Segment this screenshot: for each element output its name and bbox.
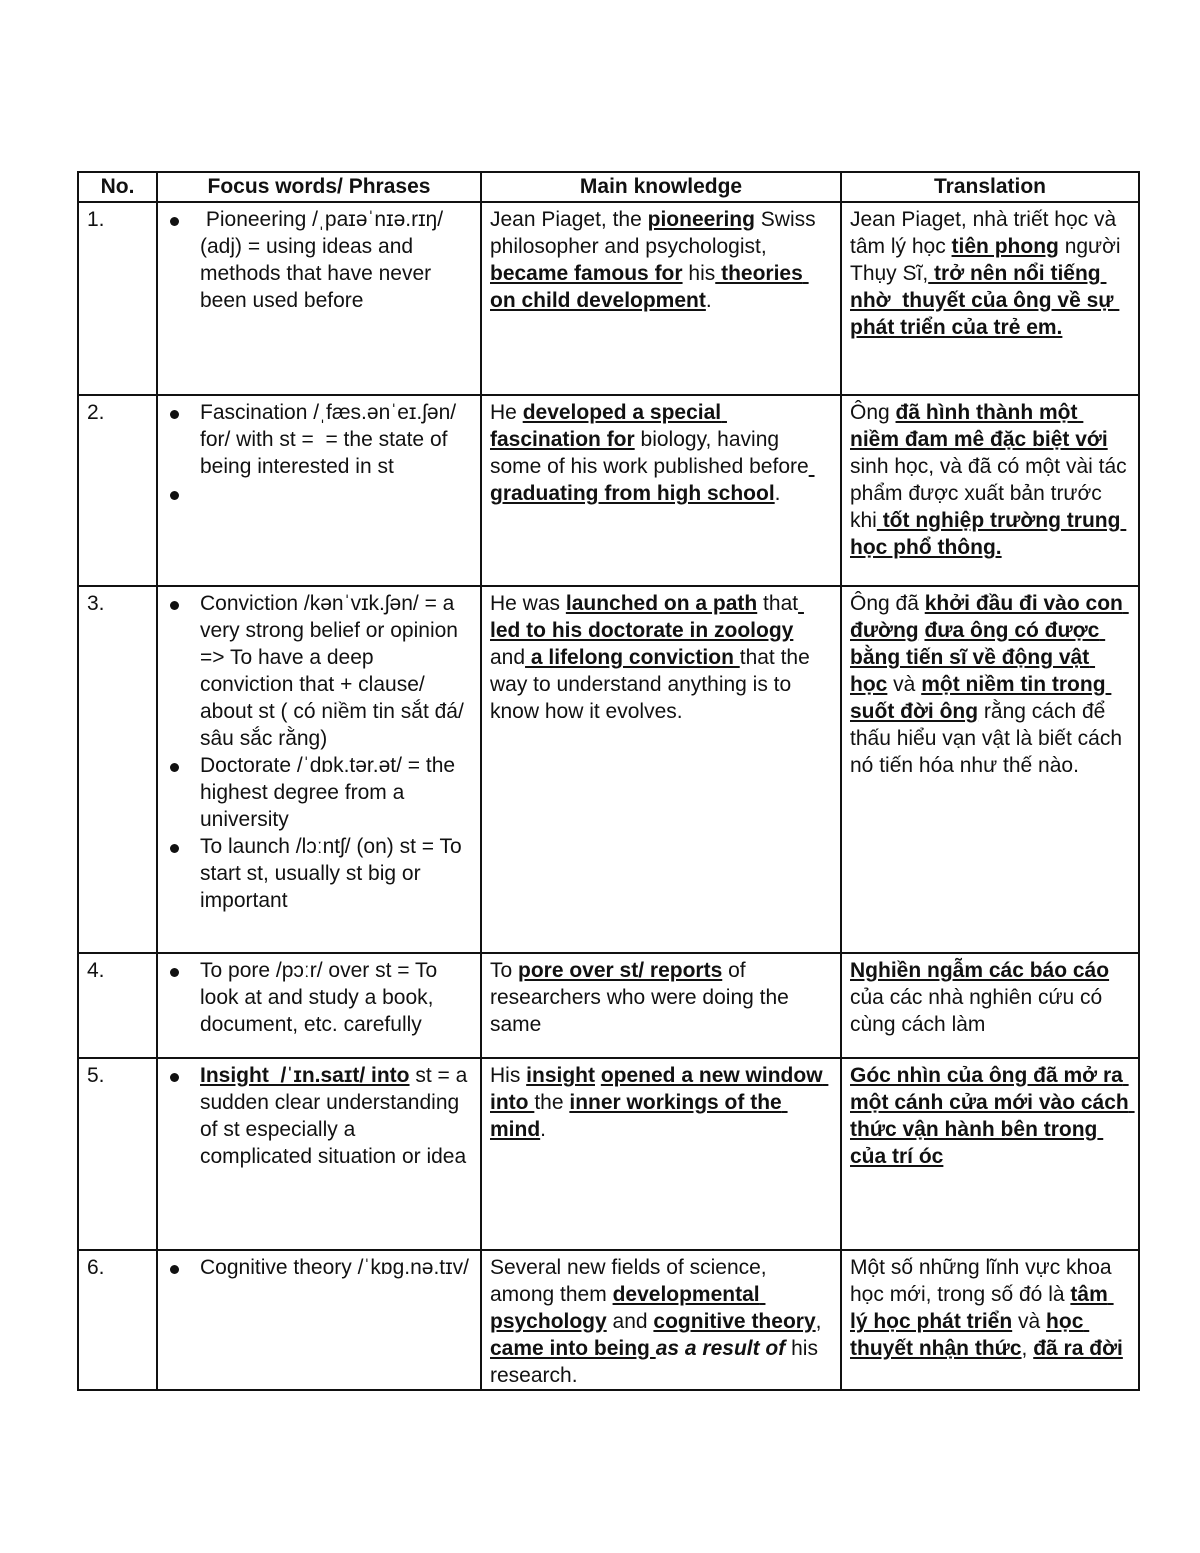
text-segment: a lifelong conviction	[525, 646, 740, 669]
row-number: 6.	[78, 1250, 157, 1390]
row-number: 1.	[78, 202, 157, 395]
text-segment: launched on a path	[565, 592, 758, 615]
text-segment: khởi đầu đi vào con đường	[850, 592, 1129, 642]
translation-cell	[841, 1250, 1139, 1390]
text-segment: Jean Piaget, nhà triết học và tâm lý học	[850, 208, 1123, 258]
table-row	[78, 586, 1139, 953]
focus-item	[166, 480, 472, 510]
focus-item: To launch /lɔːntʃ/ (on) st = To start st, usually st big or important	[166, 833, 472, 914]
focus-cell	[157, 586, 481, 953]
header-no: No.	[78, 172, 157, 202]
text-segment: .	[705, 289, 712, 312]
text-segment: Jean Piaget, the	[490, 208, 648, 231]
row-number: 3.	[78, 586, 157, 953]
text-segment: tốt nghiệp trường trung học phổ thông.	[850, 509, 1127, 559]
row-number: 4.	[78, 953, 157, 1058]
focus-item: Conviction /kənˈvɪk.ʃən/ = a very strong belief or opinion => To have a deep conviction that + clause/ about st ( có niềm tin sắt đá/ sâu sắc rằng)	[166, 590, 472, 752]
focus-cell	[157, 953, 481, 1058]
text-segment: his research.	[490, 1337, 824, 1387]
translation-cell	[841, 586, 1139, 953]
text-segment: His	[490, 1064, 527, 1087]
translation-cell	[841, 202, 1139, 395]
table-row	[78, 395, 1139, 586]
focus-item: Fascination /ˌfæs.ənˈeɪ.ʃən/ for/ with st = = the state of being interested in st	[166, 399, 472, 480]
table-row	[78, 1250, 1139, 1390]
text-segment: developed a special fascination for	[490, 401, 727, 451]
text-segment: came into being	[490, 1337, 656, 1360]
main-knowledge-cell	[481, 586, 841, 953]
text-segment: và	[887, 673, 922, 696]
table-header	[78, 172, 1139, 202]
text-segment: người Thụy Sĩ,	[850, 235, 1127, 285]
text-segment: sinh học, và đã có một vài tác phẩm được xuất bản trước khi	[850, 428, 1133, 532]
text-segment: cognitive theory	[653, 1310, 816, 1333]
text-segment: tiên phong	[951, 235, 1059, 258]
text-segment: pore over st/ reports	[518, 959, 723, 982]
text-segment: tâm lý học phát triển	[850, 1283, 1114, 1333]
vocabulary-table	[77, 171, 1140, 1391]
text-segment: graduating from high school	[490, 455, 815, 505]
text-segment: và	[1012, 1310, 1047, 1333]
row-number: 5.	[78, 1058, 157, 1250]
text-segment: became famous for	[490, 262, 683, 285]
text-segment: as a result of	[655, 1337, 786, 1360]
table-row	[78, 202, 1139, 395]
text-segment: Góc nhìn của ông đã mở ra một cánh cửa mới vào cách thức vận hành bên trong của trí óc	[850, 1064, 1135, 1168]
text-segment: Swiss philosopher and psychologist,	[490, 208, 822, 258]
text-segment: He was	[490, 592, 566, 615]
text-segment: opened a new window into	[490, 1064, 829, 1114]
focus-item: Pioneering /ˌpaɪəˈnɪə.rɪŋ/ (adj) = using ideas and methods that have never been used before	[166, 206, 472, 314]
focus-item: Cognitive theory /ˈkɒg.nə.tɪv/	[166, 1254, 472, 1284]
text-segment: To	[490, 959, 519, 982]
text-segment: học thuyết nhận thức	[850, 1310, 1090, 1360]
text-segment: Nghiền ngẫm các báo cáo	[850, 959, 1110, 982]
text-segment: đưa ông có được bằng tiến sĩ về động vật học	[850, 619, 1106, 696]
text-segment: that	[757, 592, 799, 615]
text-segment: ,	[1021, 1337, 1034, 1360]
text-segment: the	[534, 1091, 570, 1114]
text-segment: của các nhà nghiên cứu có cùng cách làm	[850, 959, 1115, 1036]
text-segment: Ông	[850, 401, 896, 424]
focus-item: Doctorate /ˈdɒk.tər.ət/ = the highest degree from a university	[166, 752, 472, 833]
text-segment: of researchers who were doing the same	[490, 959, 795, 1036]
text-segment: một niềm tin trong suốt đời ông	[850, 673, 1112, 723]
main-knowledge-cell	[481, 1058, 841, 1250]
text-segment: developmental psychology	[490, 1283, 766, 1333]
focus-item: To pore /pɔːr/ over st = To look at and study a book, document, etc. carefully	[166, 957, 472, 1038]
text-segment: Một số những lĩnh vực khoa học mới, trong số đó là	[850, 1256, 1118, 1306]
main-knowledge-cell	[481, 395, 841, 586]
main-knowledge-cell	[481, 202, 841, 395]
focus-cell	[157, 1058, 481, 1250]
text-segment: trở nên nổi tiếng nhờ thuyết của ông về sự phát triển của trẻ em.	[850, 262, 1120, 339]
header-row	[78, 172, 1139, 202]
focus-cell	[157, 1250, 481, 1390]
translation-cell	[841, 1058, 1139, 1250]
text-segment: đã ra đời	[1033, 1337, 1123, 1360]
text-segment: .	[774, 482, 781, 505]
text-segment: pioneering	[647, 208, 755, 231]
text-segment: Insight /ˈɪn.saɪt/ into	[200, 1064, 410, 1087]
main-knowledge-cell	[481, 953, 841, 1058]
text-segment: He	[490, 401, 523, 424]
text-segment: ,	[815, 1310, 828, 1333]
translation-cell	[841, 395, 1139, 586]
header-focus-words: Focus words/ Phrases	[157, 172, 481, 202]
focus-item	[166, 1062, 472, 1170]
header-translation: Translation	[841, 172, 1139, 202]
text-segment: đã hình thành một niềm đam mê đặc biệt với	[850, 401, 1108, 451]
focus-cell	[157, 202, 481, 395]
main-knowledge-cell	[481, 1250, 841, 1390]
table-row	[78, 1058, 1139, 1250]
text-segment: Ông đã	[850, 592, 925, 615]
text-segment: Several new fields of science, among them	[490, 1256, 773, 1306]
table-row	[78, 953, 1139, 1058]
text-segment: and	[490, 619, 800, 669]
text-segment: biology, having some of his work published before	[490, 428, 809, 478]
text-segment: rằng cách để thấu hiểu vạn vật là biết cách nó tiến hóa như thế nào.	[850, 700, 1128, 777]
focus-cell	[157, 395, 481, 586]
translation-cell	[841, 953, 1139, 1058]
text-segment: and	[606, 1310, 654, 1333]
text-segment: led to his doctorate in zoology	[490, 592, 804, 642]
text-segment: insight	[526, 1064, 595, 1087]
text-segment: .	[540, 1118, 547, 1141]
row-number: 2.	[78, 395, 157, 586]
text-segment: theories on child development	[490, 262, 809, 312]
header-main-knowledge: Main knowledge	[481, 172, 841, 202]
text-segment: that the way to understand anything is to know how it evolves.	[490, 646, 816, 723]
text-segment: inner workings of the mind	[490, 1091, 788, 1141]
text-segment: st = a sudden clear understanding of st especially a complicated situation or idea	[200, 1064, 474, 1168]
text-segment: his	[682, 262, 716, 285]
